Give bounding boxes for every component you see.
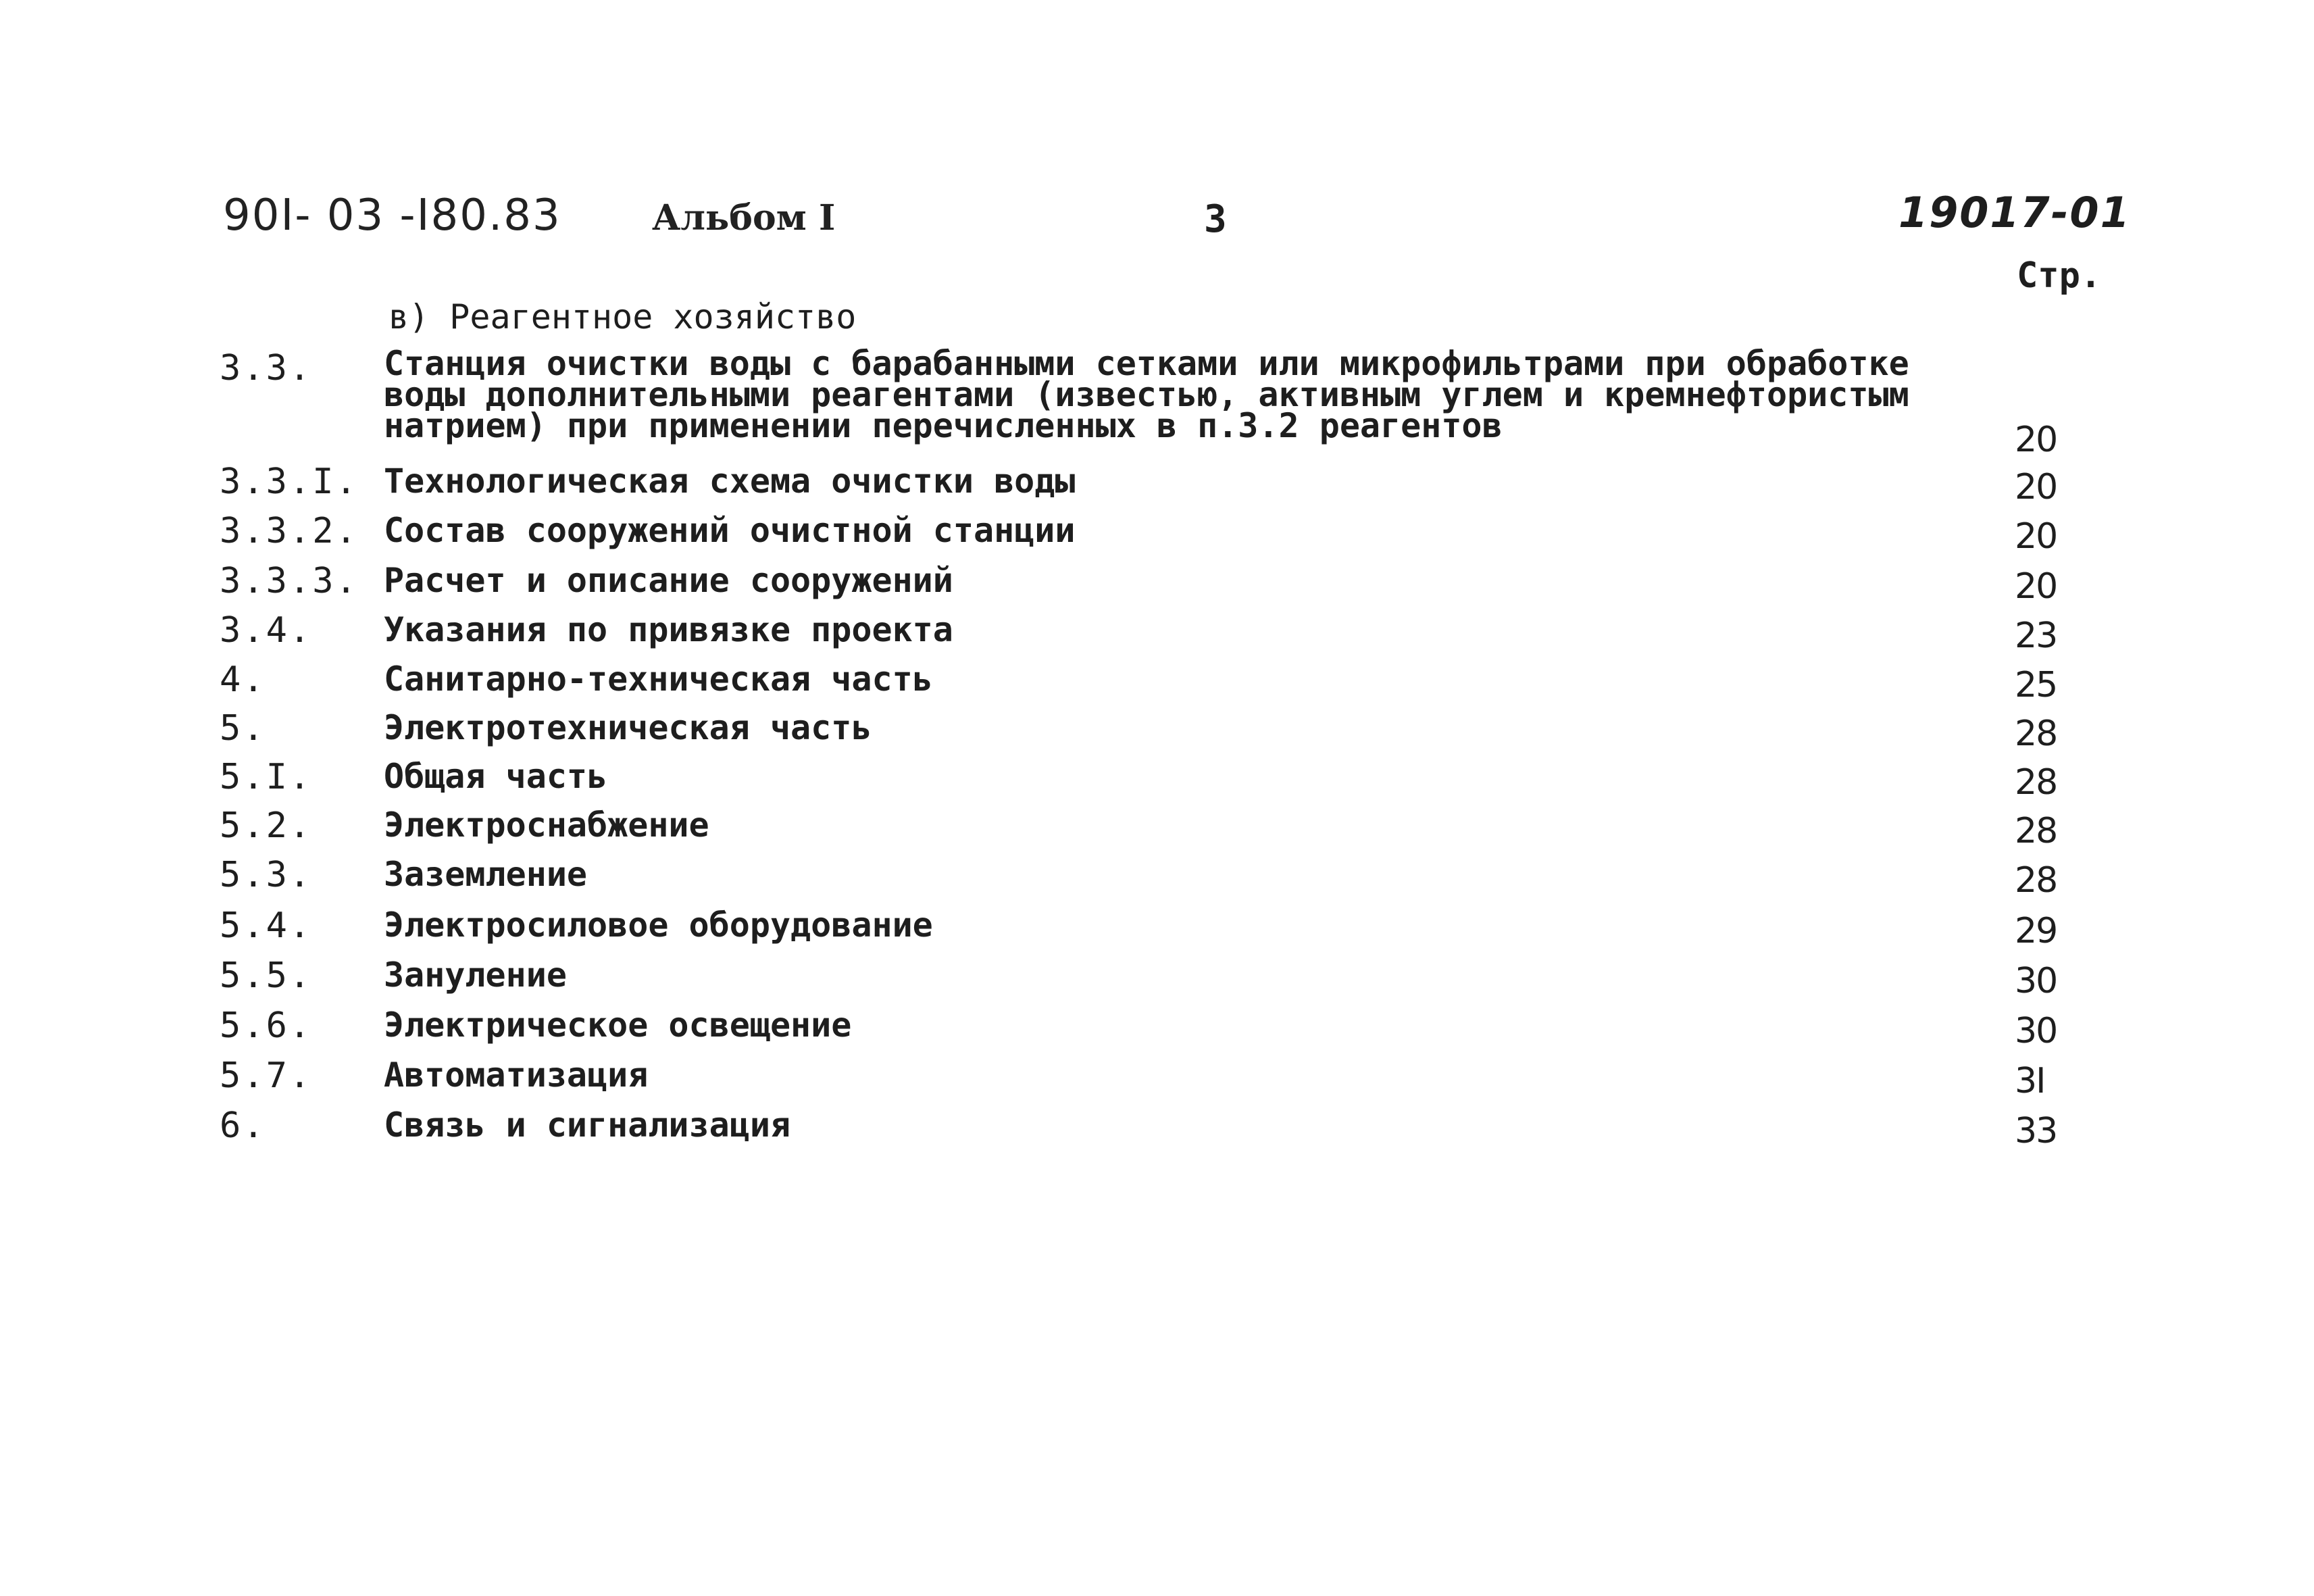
toc-entry-title: Автоматизация bbox=[384, 1055, 649, 1095]
toc-entry-number: 5.6. bbox=[220, 1005, 313, 1046]
toc-entry-number: 5.5. bbox=[220, 955, 313, 996]
toc-entry-title: Расчет и описание сооружений bbox=[384, 561, 953, 600]
section-heading: в) Реагентное хозяйство bbox=[388, 297, 857, 336]
toc-entry-title: Станция очистки воды с барабанными сетками или микрофильтрами при обработке воды дополнительными реагентами (известью, активным углем и кремнефтористым натрием) при применении перечисленных в п.3.2 реагентов bbox=[384, 344, 1909, 445]
toc-entry-page: 30 bbox=[2015, 1011, 2057, 1051]
toc-entry-number: 3.3.3. bbox=[220, 561, 359, 601]
toc-entry-title: Электрическое освещение bbox=[384, 1005, 852, 1045]
toc-entry-title: Связь и сигнализация bbox=[384, 1105, 791, 1145]
sheet-code: 19017-01 bbox=[1898, 188, 2131, 237]
toc-entry-page: 28 bbox=[2015, 811, 2057, 851]
toc-entry-page: 20 bbox=[2015, 467, 2057, 507]
toc-entry-number: 5.7. bbox=[220, 1055, 313, 1096]
toc-entry-number: 5.2. bbox=[220, 805, 313, 846]
toc-entry-page: 20 bbox=[2015, 420, 2057, 460]
toc-entry-page: 28 bbox=[2015, 714, 2057, 754]
toc-entry-number: 3.3. bbox=[220, 348, 313, 389]
album-label: Альбом I bbox=[652, 197, 836, 239]
toc-entry-page: 23 bbox=[2015, 616, 2057, 656]
toc-entry-number: 6. bbox=[220, 1105, 266, 1146]
document-code: 90I- 03 -I80.83 bbox=[223, 191, 561, 241]
toc-entry-title: Указания по привязке проекта bbox=[384, 610, 953, 649]
toc-entry-number: 5.I. bbox=[220, 757, 313, 797]
toc-entry-number: 5.3. bbox=[220, 855, 313, 895]
toc-entry-number: 5.4. bbox=[220, 905, 313, 946]
toc-entry-page: 29 bbox=[2015, 911, 2057, 951]
toc-entry-title: Зануление bbox=[384, 955, 567, 995]
toc-entry-page: 30 bbox=[2015, 961, 2057, 1001]
page-number: 3 bbox=[1204, 197, 1227, 241]
toc-entry-title: Электротехническая часть bbox=[384, 708, 872, 747]
toc-entry-title: Заземление bbox=[384, 855, 588, 894]
toc-entry-page: 20 bbox=[2015, 516, 2057, 557]
toc-entry-number: 5. bbox=[220, 708, 266, 749]
toc-entry-title: Общая часть bbox=[384, 757, 608, 796]
toc-entry-page: 20 bbox=[2015, 566, 2057, 607]
toc-entry-title: Электросиловое оборудование bbox=[384, 905, 933, 945]
page-column-label: Стр. bbox=[2017, 255, 2102, 296]
toc-entry-title: Санитарно-техническая часть bbox=[384, 659, 933, 699]
toc-entry-number: 3.3.2. bbox=[220, 511, 359, 551]
toc-entry-title: Технологическая схема очистки воды bbox=[384, 462, 1076, 501]
toc-entry-page: 33 bbox=[2015, 1111, 2057, 1151]
toc-entry-number: 4. bbox=[220, 659, 266, 700]
toc-entry-page: 28 bbox=[2015, 860, 2057, 901]
toc-entry-page: 28 bbox=[2015, 762, 2057, 803]
toc-entry-number: 3.4. bbox=[220, 610, 313, 651]
toc-entry-page: 3I bbox=[2015, 1061, 2045, 1101]
toc-entry-page: 25 bbox=[2015, 665, 2057, 705]
toc-entry-title: Состав сооружений очистной станции bbox=[384, 511, 1076, 550]
toc-entry-number: 3.3.I. bbox=[220, 462, 359, 502]
toc-entry-title: Электроснабжение bbox=[384, 805, 709, 845]
